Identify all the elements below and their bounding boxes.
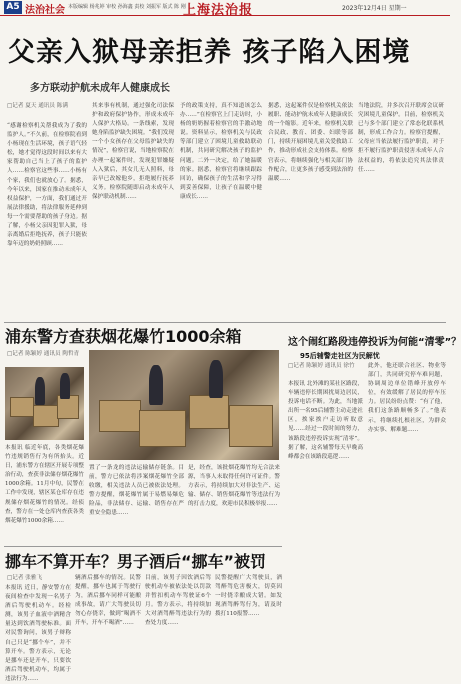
page-number: A5 xyxy=(4,1,22,14)
drink-drive-column-1: 本报讯 近日，静安警方在夜间检查中发现一名男子酒后驾驶机动车。经检测，该男子血液中酒精含量达到饮酒驾驶标准。面对民警询问，该男子辩称自己只是“挪个车”，并不算开车。警方表示，无论是挪车还是开车，只要饮酒后驾驶机动车，均属于违法行为…… xyxy=(5,585,71,682)
parking-byline: □记者 陈颖婷 通讯员 徐竹 xyxy=(288,363,355,369)
drink-drive-column-2: 辆酒后挪车的情况。民警提醒，挪车也属于驾驶行为，酒后挪车同样可能酿成事故，请广大驾驶员切勿心存侥幸，做到“喝酒不开车，开车不喝酒”…… xyxy=(75,575,141,627)
lead-column-3: 予的政策支持，真不知道该怎么办……”在检察官上门走访时，小杨的奶奶握着检察官的手激动地说。资料显示，检察机关与民政等部门建立了困境儿童救助联动机制，共同研究解决孩子的监护问题。二外一决定，给了她温暖的家。据悉，检察官将继续跟踪回访，确保孩子的生活和学习得到妥善保障，让孩子在温暖中健康成长…… xyxy=(180,103,262,200)
lead-column-1: “感谢检察机关帮我成为了我的监护人。”不久前，在检察院看到小杨现在生活环境，孩子语气轻松，她才觉得这段时间以来有大家帮助自己当上了孩子的监护人……检察官这些事……小杨有个家，我们也就放心了。据悉，今年以来，国家在推动未成年人权益保护，一方面，我们通过开展法律援助，将法律服务延伸到每一个需要帮助的孩子身边。据了解，小杨父亲因犯罪入狱，母亲离婚后拒绝抚养，孩子只能依靠年迈的奶奶照顾…… xyxy=(7,123,87,248)
lead-headline: 父亲入狱母亲拒养 孩子陷入困境 xyxy=(8,37,411,68)
lead-byline: □记者 夏天 通讯员 陈满 xyxy=(7,103,68,109)
fireworks-photo xyxy=(5,367,84,440)
parking-column-2: 此外，他还联合社区、物业等部门，共同研究停车难问题，协调周边单位错峰开放停车位，有效缓解了居民的停车压力。居民纷纷点赞：“有了他，我们这条路顺畅多了。”他表示，将继续扎根社区，为群众办实事、解难题…… xyxy=(368,363,446,433)
lower-divider xyxy=(4,546,282,547)
fireworks-column-3: 是，经查，该批烟花爆竹均无合法来源，当事人未取得任何许可证件。警方表示，将持续加大对非法生产、运输、储存、销售烟花爆竹等违法行为的打击力度，欢迎市民积极举报…… xyxy=(188,465,280,508)
drink-drive-byline: □记者 张雅飞 xyxy=(7,575,43,581)
warehouse-photo xyxy=(89,350,279,460)
issue-date: 2023年12月4日 星期一 xyxy=(342,5,407,12)
parking-headline: 这个闹红路段违停投诉为何能“清零”？ xyxy=(288,337,461,348)
lead-column-2: 其来事有机制，通过强化司法保护和政府保护协作，形成未成年人保护大格局。一条线索，发现她身陷监护缺失困境。“我们发现一个小女孩存在父母监护缺失的情况”，检察官说，当地检察院在办理一起案件时，发现犯罪嫌疑人入狱后，其女儿无人照料，母亲早已改嫁他乡，拒绝履行抚养义务。检察院随即启动未成年人保护联动机制…… xyxy=(92,103,174,200)
section-divider xyxy=(4,322,446,323)
fireworks-headline: 浦东警方查获烟花爆竹1000余箱 xyxy=(5,327,242,346)
lead-column-5: 当地法院，并多次召开联席会议研究困境儿童保护。目前，检察机关已与多个部门建立了常态化联系机制，形成工作合力。检察官提醒，父母应当依法履行监护职责，对于拒不履行监护职责侵害未成年人合法权益的，将依法追究其法律责任…… xyxy=(358,103,444,173)
drink-drive-column-4: 民警提醒广大驾驶员，酒驾醉驾危害极大，切莫因一时侥幸酿成大错。如发现酒驾醉驾行为，请及时拨打110报警…… xyxy=(215,575,282,618)
drink-drive-headline: 挪车不算开车？男子酒后“挪车”被罚 xyxy=(5,552,267,571)
paper-logo: 上海法治报 xyxy=(183,3,254,18)
section-name: 法治社会 xyxy=(25,5,65,16)
parking-subheadline: 95后辅警走社区为民解忧 xyxy=(300,352,380,360)
drink-drive-column-3: 目前，该男子因饮酒后驾驶机动车被依法处以罚款并暂扣机动车驾驶证6个月。警方表示，将持续加大对酒驾醉驾违法行为的查处力度…… xyxy=(145,575,211,627)
lead-subheadline: 多方联动护航未成年人健康成长 xyxy=(30,83,170,94)
fireworks-column-1: 本报讯 临近年底，各类烟花爆竹违规销售行为有所抬头。近日，浦东警方在辖区开展专项整治行动，查获非法储存烟花爆竹1000余箱。11月中旬，民警在工作中发现，辖区某仓库存在违规储存烟花爆竹的情况。经侦查，警方在一处仓库内查获各类烟花爆竹1000余箱…… xyxy=(5,445,84,524)
fireworks-byline: □记者 陈颖婷 通讯员 陶哲青 xyxy=(7,351,80,357)
fireworks-column-2: 置了一条龙的违法运输储存链条。目前，警方已依法将涉案烟花爆竹全部收缴，相关违法人员已被依法处理。警方提醒，烟花爆竹属于易燃易爆危险品，非法储存、运输、销售存在严重安全隐患…… xyxy=(89,465,184,517)
lead-column-4: 据悉，这起案件仅是检察机关依法履职、能动护航未成年人健康成长的一个缩影。近年来，检察机关联合民政、教育、团委、妇联等部门，持续开展困境儿童关爱救助工作，推动形成社会支持体系。检察官表示，将继续强化与相关部门协作配合，让更多孩子感受到法治的温暖…… xyxy=(268,103,353,182)
parking-column-1: 本报讯 北外滩的某社区路段，车辆违停长期困扰周边居民，投诉电话不断。为此，当地派出所一名95后辅警主动走进社区，挨家挨户走访听取意见……经过一段时间的努力，该路段违停投诉实现“清零”。据了解，这名辅警每天早晚高峰都会在该路段巡逻…… xyxy=(288,381,363,460)
staff-credits: 本版编辑 杨兆婷 审校 孙海鑫 责校 刘振军 版式 陈 刚 xyxy=(68,4,186,10)
